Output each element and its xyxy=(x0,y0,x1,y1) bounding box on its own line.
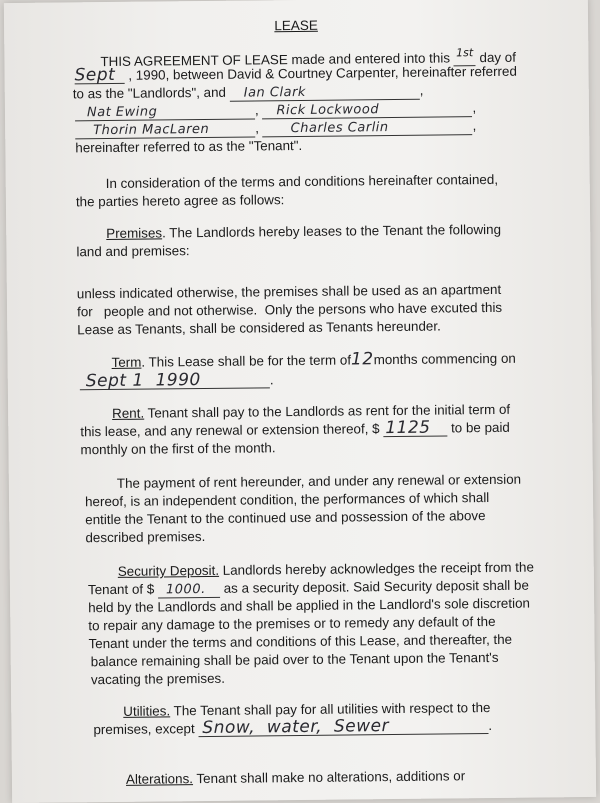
security-line-7: vacating the premises. xyxy=(90,670,225,688)
agreement-line-3: to as the "Landlords", and Ian Clark , xyxy=(72,82,424,102)
tenant-4-value: Thorin MacLaren xyxy=(93,121,210,139)
premises-line-1 xyxy=(106,222,501,242)
term-start-field[interactable] xyxy=(80,372,270,390)
payment-line-2: hereof, is an independent condition, the performances of which shall xyxy=(84,490,490,510)
rent-line-1 xyxy=(112,402,510,422)
utilities-except-value: Snow, water, Sewer xyxy=(202,716,390,739)
tenant-reference: hereinafter referred to as the "Tenant". xyxy=(75,137,303,156)
payment-line-4: described premises. xyxy=(85,529,206,546)
rent-amount-value: 1125 xyxy=(385,417,431,439)
term-line-1 xyxy=(112,350,516,371)
utilities-text-1: The Tenant shall pay for all utilities with respect to the xyxy=(170,700,491,719)
premises-line-5: Lease as Tenants, shall be considered as Tenants hereunder. xyxy=(77,318,441,338)
utilities-line-2: premises, except Snow, water, Sewer . xyxy=(93,716,493,739)
document-title: LEASE xyxy=(274,17,318,34)
rent-text-3: to be paid xyxy=(450,419,510,436)
rent-amount-field[interactable] xyxy=(383,417,447,439)
security-line-6: balance remaining shall be paid over to the Tenant upon the Tenant's xyxy=(90,649,499,670)
tenant-1-value: Ian Clark xyxy=(243,84,306,101)
agreement-line-4: Nat Ewing , Rick Lockwood , xyxy=(75,100,476,121)
premises-line-4: for people and not otherwise. Only the persons who have excuted this xyxy=(76,299,503,320)
term-line-2: Sept 1 1990 . xyxy=(80,372,274,390)
rent-line-3: monthly on the first of the month. xyxy=(80,440,276,458)
premises-text-1: . The Landlords hereby leases to the Tenant the following xyxy=(161,221,502,241)
month-value: Sept xyxy=(74,64,116,86)
tenant-3-field[interactable] xyxy=(262,101,472,119)
tenant-2-value: Nat Ewing xyxy=(86,104,158,121)
tenant-3-value: Rick Lockwood xyxy=(276,102,380,119)
tenant-5-value: Charles Carlin xyxy=(290,120,389,137)
term-text-2: months commencing on xyxy=(373,350,516,368)
term-start-value: Sept 1 1990 xyxy=(85,370,201,392)
utilities-heading: Utilities. xyxy=(123,703,171,719)
premises-line-2: land and premises: xyxy=(76,243,190,260)
security-text-2: Tenant of $ xyxy=(87,581,155,598)
utilities-text-2: premises, except xyxy=(93,721,195,738)
year-text: , 1990, between David & Courtney Carpenter, hereinafter referred xyxy=(128,63,517,83)
agreement-line-5: Thorin MacLaren , Charles Carlin , xyxy=(75,118,476,139)
term-text-1: . This Lease shall be for the term of xyxy=(141,352,352,370)
utilities-except-field[interactable] xyxy=(198,718,488,737)
agreement-line-2 xyxy=(75,64,517,85)
tenant-1-field[interactable] xyxy=(230,84,420,102)
term-months-value: 12 xyxy=(350,349,374,370)
month-field[interactable] xyxy=(74,64,125,86)
security-line-5: Tenant under the terms and conditions of this Lease, and thereafter, the xyxy=(88,631,513,652)
security-heading: Security Deposit. xyxy=(117,562,220,579)
rent-heading: Rent. xyxy=(112,405,145,421)
consideration-line-2: the parties hereto agree as follows: xyxy=(75,192,285,210)
tenant-5-field[interactable] xyxy=(263,119,473,137)
tenant-4-field[interactable] xyxy=(75,121,255,139)
day-label: day of xyxy=(479,49,517,66)
landlords-text: to as the "Landlords", and xyxy=(72,84,227,102)
alterations-heading: Alterations. xyxy=(125,771,194,787)
security-text-3: as a security deposit. Said Security deposit shall be xyxy=(219,577,529,596)
security-line-4: to repair any damage to the premises or to remedy any default of the xyxy=(88,613,496,634)
security-text-1: Landlords hereby acknowledges the receipt from the xyxy=(218,559,534,578)
rent-text-1: Tenant shall pay to the Landlords as rent for the initial term of xyxy=(144,401,511,421)
security-line-3: held by the Landlords and shall be applied in the Landlord's sole discretion xyxy=(88,595,530,616)
alterations-line-1 xyxy=(126,768,465,788)
security-amount-field[interactable] xyxy=(158,582,220,599)
lease-page xyxy=(4,0,596,803)
day-value: 1st xyxy=(456,46,474,60)
tenant-2-field[interactable] xyxy=(75,103,255,121)
agreement-intro: THIS AGREEMENT OF LEASE made and entered into this xyxy=(100,50,451,70)
consideration-line-1: In consideration of the terms and conditions hereinafter contained, xyxy=(105,171,499,192)
payment-line-3: entitle the Tenant to the continued use and possession of the above xyxy=(85,508,486,528)
rent-line-2 xyxy=(80,417,510,440)
rent-text-2: this lease, and any renewal or extension thereof, $ xyxy=(80,421,380,440)
alterations-text-1: Tenant shall make no alterations, additions or xyxy=(192,768,466,787)
premises-heading: Premises xyxy=(106,225,163,242)
premises-line-3: unless indicated otherwise, the premises shall be used as an apartment xyxy=(76,281,502,302)
term-heading: Term xyxy=(111,354,142,370)
security-amount-value: 1000. xyxy=(165,581,206,598)
payment-line-1: The payment of rent hereunder, and under any renewal or extension xyxy=(116,471,522,491)
security-line-1 xyxy=(118,560,534,580)
